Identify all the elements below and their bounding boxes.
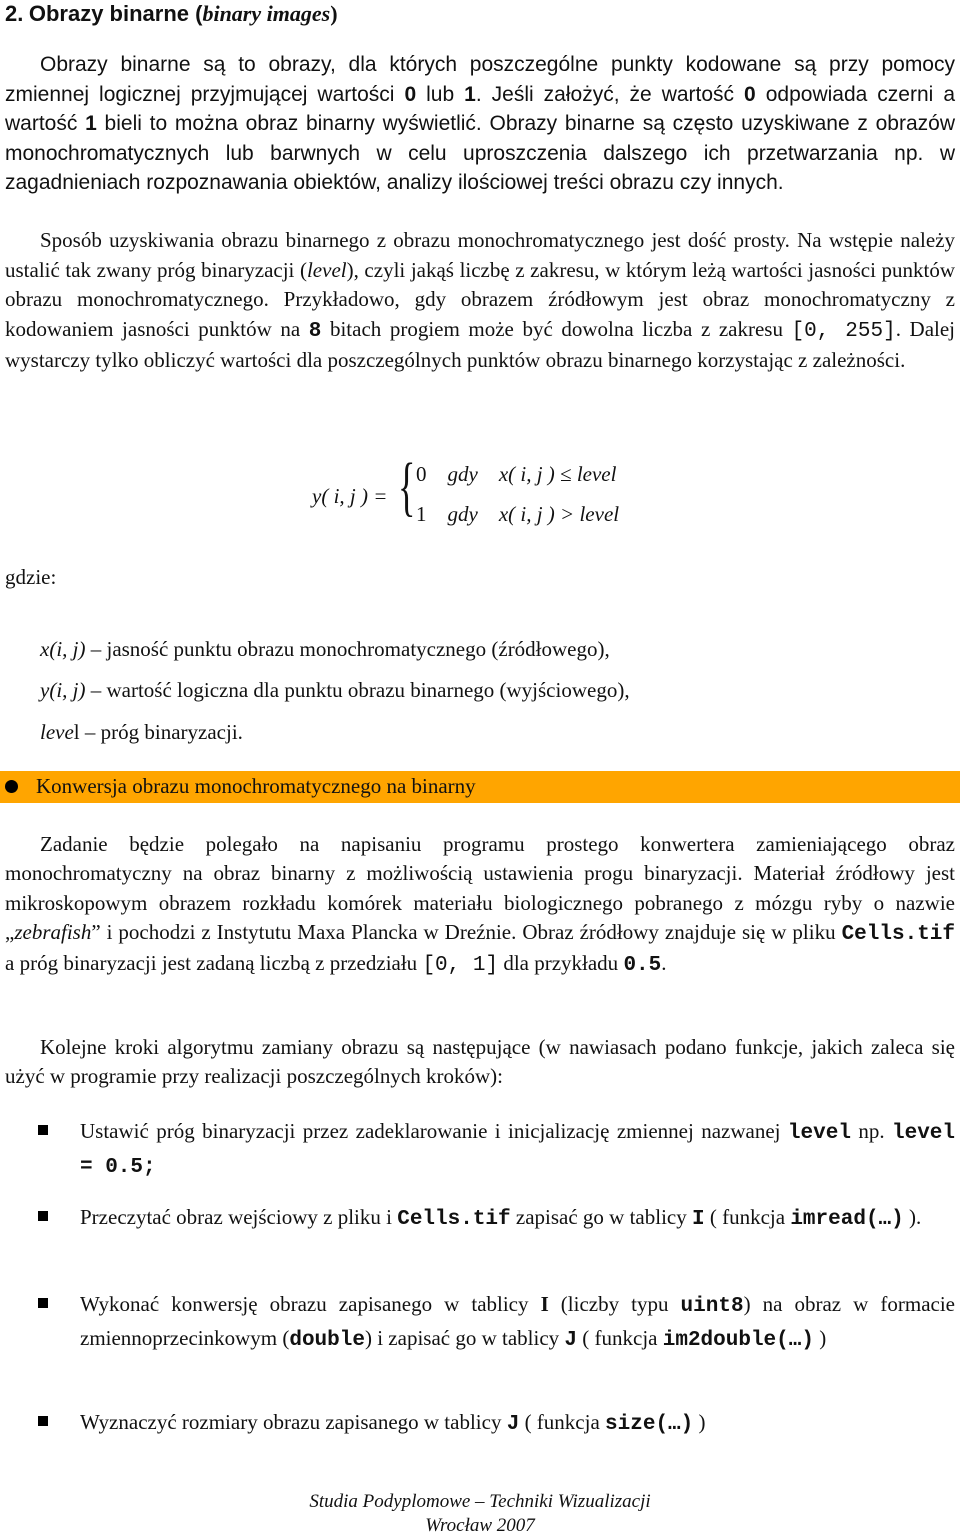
definition-level: level – próg binaryzacji. <box>40 720 243 744</box>
section-number: 2. <box>5 1 24 26</box>
section-heading: 2. Obrazy binarne (binary images) <box>5 1 338 26</box>
intro-paragraph: Obrazy binarne są to obrazy, dla których poszczególne punkty kodowane są przy pomocy zmiennej logicznej przyjmującej wartości 0 lub 1. Jeśli założyć, że wartość 0 odpowiada czerni a wartość 1 bieli to można obraz binarny wyświetlić. Obrazy binarne są często uzyskiwane z obrazów monochromatycznych lub barwnych w celu uproszczenia dalszego ich przetwarzania np. w zagadnieniach rozpoznawania obiektów, analizy ilościowej treści obrazu czy innych. <box>5 53 955 195</box>
square-bullet-icon <box>38 1211 48 1221</box>
bullet-icon <box>5 780 18 793</box>
formula-case-1: 1 gdy x( i, j ) > level <box>416 502 620 526</box>
highlight-heading: Konwersja obrazu monochromatycznego na binarny <box>36 774 476 798</box>
task-paragraph: Zadanie będzie polegało na napisaniu programu prostego konwertera zamieniającego obraz monochromatyczny na obraz binarny z możliwością ustawienia progu binaryzacji. Materiał źródłowy jest mikroskopowym obrazem rozkładu komórek materiału biologicznego pobranego z mózgu ryby o nazwie „zebrafish” i pochodzi z Instytutu Maxa Plancka w Dreźnie. Obraz źródłowy znajduje się w pliku Cells.tif a próg binaryzacji jest zadaną liczbą z przedziału [0, 1] dla przykładu 0.5. <box>5 832 955 978</box>
definition-x: x(i, j) – jasność punktu obrazu monochromatycznego (źródłowego), <box>40 637 610 661</box>
binarization-formula <box>312 450 672 538</box>
formula-case-0: 0 gdy x( i, j ) ≤ level <box>416 462 617 486</box>
where-label: gdzie: <box>5 565 57 589</box>
section-title: Obrazy binarne ( <box>28 1 203 26</box>
footer-line-1: Studia Podyplomowe – Techniki Wizualizacji <box>309 1491 651 1512</box>
left-brace-symbol: { <box>398 450 416 523</box>
square-bullet-icon <box>38 1125 48 1135</box>
square-bullet-icon <box>38 1416 48 1426</box>
steps-intro-paragraph: Kolejne kroki algorytmu zamiany obrazu są następujące (w nawiasach podano funkcje, jakich zaleca się użyć w programie przy realizacji poszczególnych kroków): <box>5 1035 955 1089</box>
document-page: 2. Obrazy binarne (binary images) Obrazy binarne są to obrazy, dla których poszczególne punkty kodowane są przy pomocy zmiennej logicznej przyjmującej wartości 0 lub 1. Jeśli założyć, że wartość 0 odpowiada czerni a wartość 1 bieli to można obraz binarny wyświetlić. Obrazy binarne są często uzyskiwane z obrazów monochromatycznych lub barwnych w celu uproszczenia dalszego ich przetwarzania np. w zagadnieniach rozpoznawania obiektów, analizy ilościowej treści obrazu czy innych. Sposób uzyskiwania obrazu binarnego z obrazu monochromatycznego jest dość prosty. Na wstępie należy ustalić tak zwany próg binaryzacji (level), czyli jakąś liczbę z zakresu, w którym leżą wartości jasności punktów obrazu monochromatycznego. Przykładowo, gdy obrazem źródłowym jest obraz monochromatyczny z kodowaniem jasności punktów na 8 bitach progiem może być dowolna liczba z zakresu [0, 255]. Dalej wystarczy tylko obliczyć wartości dla poszczególnych punktów obrazu binarnego korzystając z zależności. y( i, j ) = { 0 gdy x( i, j ) ≤ level 1 gdy x( i, j ) > level gdzie: x(i, j) – jasność punktu obrazu monochromatycznego (źródłowego), y(i, j) – wartość logiczna dla punktu obrazu binarnego (wyjściowego), level – próg binaryzacji. Konwersja obrazu monochromatycznego na binarny Zadanie będzie polegało na napisaniu programu prostego konwertera zamieniającego obraz monochromatyczny na obraz binarny z możliwością ustawienia progu binaryzacji. Materiał źródłowy jest mikroskopowym obrazem rozkładu komórek materiału biologicznego pobranego z mózgu ryby o nazwie „zebrafish” i pochodzi z Instytutu Maxa Plancka w Dreźnie. Obraz źródłowy znajduje się w pliku Cells.tif a próg binaryzacji jest zadaną liczbą z przedziału [0, 1] dla przykładu 0.5. Kolejne kroki algorytmu zamiany obrazu są następujące (w nawiasach podano funkcje, jakich zaleca się użyć w programie przy realizacji poszczególnych kroków): Ustawić próg binaryzacji przez zadeklarowanie i inicjalizację zmiennej nazwanej level np. level = 0.5; Przeczytać obraz wejściowy z pliku i Cells.tif zapisać go w tablicy I ( funkcja imread(…) ). Wykonać konwersję obrazu zapisanego w tablicy I (liczby typu uint8) na obraz w formacie zmiennoprzecinkowym (double) i zapisać go w tablicy J ( funkcja im2double(…) ) Wyznaczyć rozmiary obrazu zapisanego w tablicy J ( funkcja size(…) ) Studia Podyplomowe – Techniki Wizualizacji Wrocław 2007 <box>0 0 960 1535</box>
formula-lhs: y( i, j ) = <box>312 484 388 508</box>
definition-y: y(i, j) – wartość logiczna dla punktu obrazu binarnego (wyjściowego), <box>40 678 630 702</box>
section-title-italic: binary images <box>202 1 331 26</box>
square-bullet-icon <box>38 1298 48 1308</box>
method-paragraph: Sposób uzyskiwania obrazu binarnego z obrazu monochromatycznego jest dość prosty. Na wstępie należy ustalić tak zwany próg binaryzacji (level), czyli jakąś liczbę z zakresu, w którym leżą wartości jasności punktów obrazu monochromatycznego. Przykładowo, gdy obrazem źródłowym jest obraz monochromatyczny z kodowaniem jasności punktów na 8 bitach progiem może być dowolna liczba z zakresu [0, 255]. Dalej wystarczy tylko obliczyć wartości dla poszczególnych punktów obrazu binarnego korzystając z zależności. <box>5 228 956 373</box>
footer-line-2: Wrocław 2007 <box>425 1515 535 1536</box>
